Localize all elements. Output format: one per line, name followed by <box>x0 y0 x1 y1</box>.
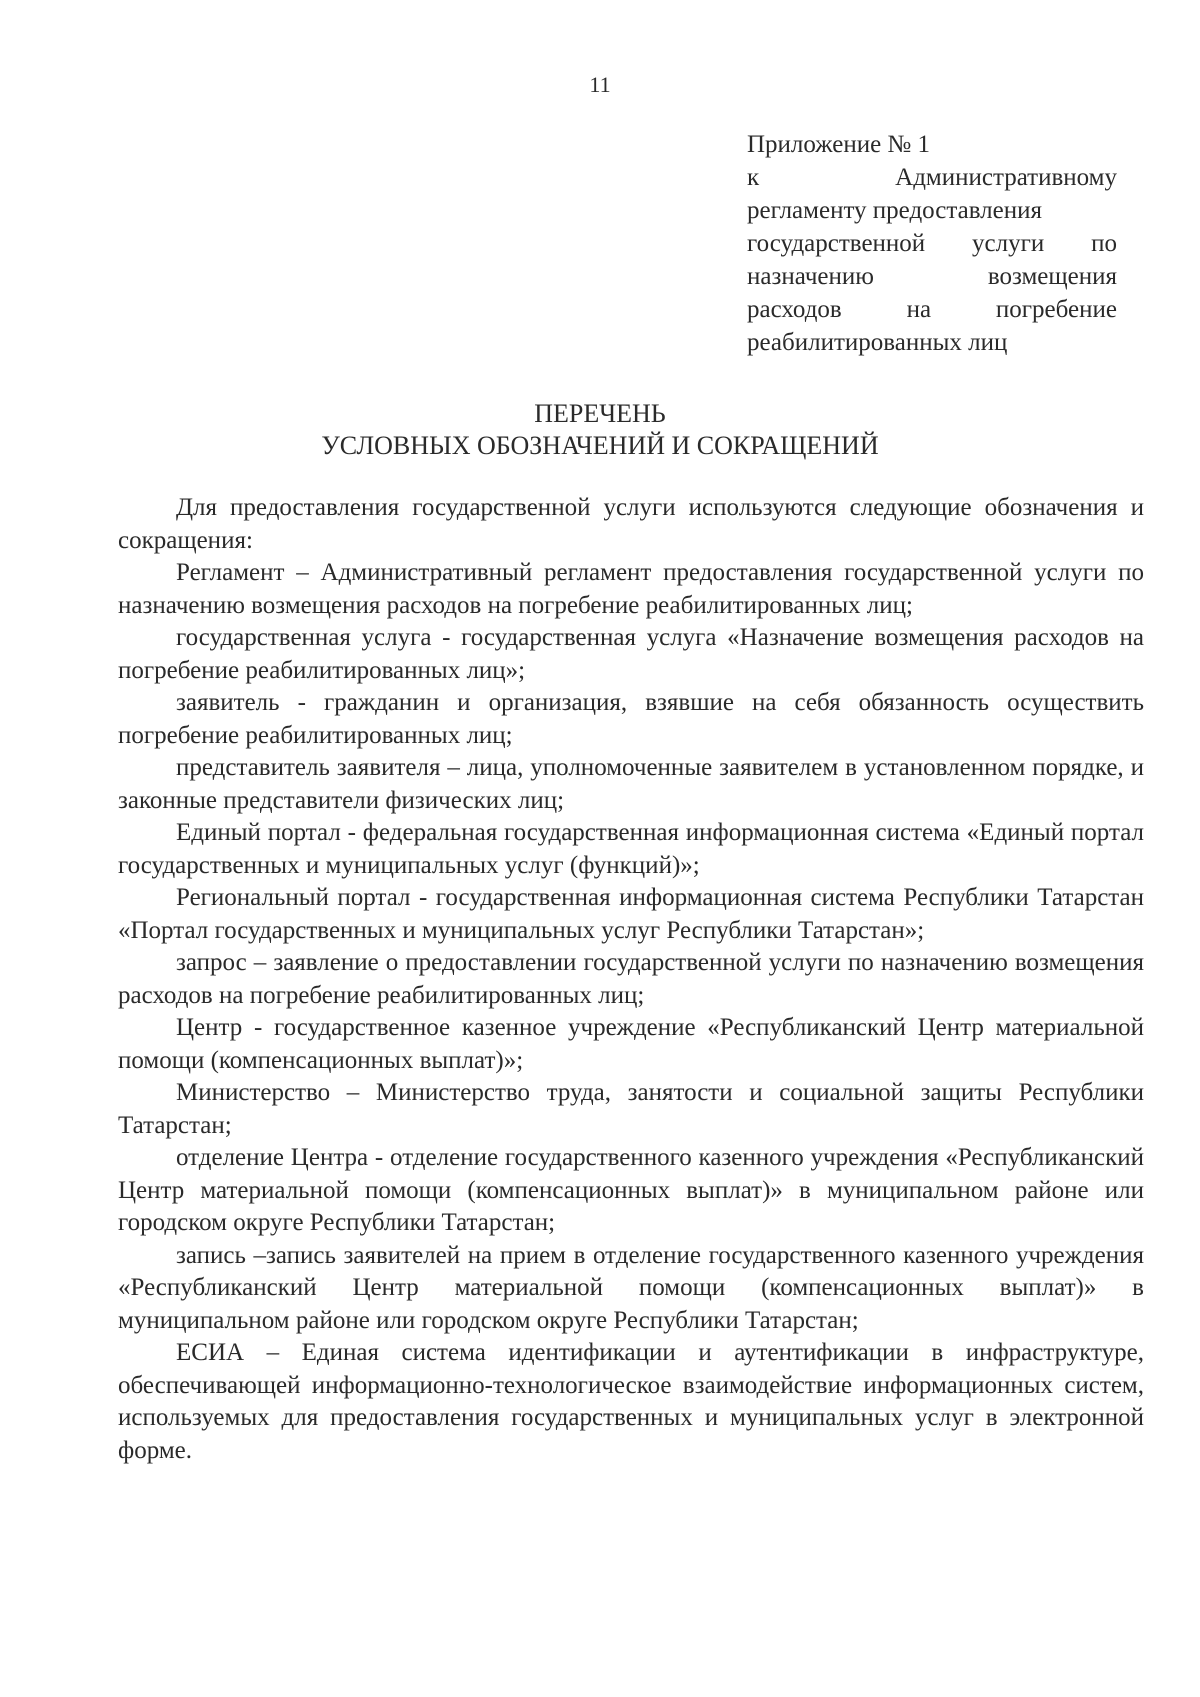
appendix-header <box>747 128 1117 359</box>
definition-center-branch: отделение Центра - отделение государственного казенного учреждения «Республиканский Центр материальной помощи (компенсационных выплат)» в муниципальном районе или городском округе Республики Татарстан; <box>118 1144 1144 1236</box>
definition-applicant-representative: представитель заявителя – лица, уполномоченные заявителем в установленном порядке, и законные представители физических лиц; <box>118 754 1144 814</box>
appendix-line: государственной услуги по <box>747 230 1117 257</box>
definition-appointment: запись –запись заявителей на прием в отделение государственного казенного учреждения «Республиканский Центр материальной помощи (компенсационных выплат)» в муниципальном районе или городском округе Республики Татарстан; <box>118 1241 1144 1334</box>
definition-center: Центр - государственное казенное учреждение «Республиканский Центр материальной помощи (компенсационных выплат)»; <box>118 1014 1144 1074</box>
document-title <box>0 398 1200 462</box>
appendix-line: регламенту предоставления <box>747 197 1043 224</box>
definition-applicant: заявитель - гражданин и организация, взявшие на себя обязанность осуществить погребение реабилитированных лиц; <box>118 689 1144 749</box>
appendix-line: назначению возмещения <box>747 263 1117 290</box>
definition-ministry: Министерство – Министерство труда, занятости и социальной защиты Республики Татарстан; <box>118 1079 1144 1139</box>
document-body <box>118 492 1144 1467</box>
title-line-1: ПЕРЕЧЕНЬ <box>534 399 666 428</box>
definition-regional-portal: Региональный портал - государственная информационная система Республики Татарстан «Портал государственных и муниципальных услуг Республики Татарстан»; <box>118 884 1144 944</box>
paragraph-intro: Для предоставления государственной услуги используются следующие обозначения и сокращения: <box>118 494 1144 554</box>
appendix-line: расходов на погребение <box>747 296 1117 323</box>
title-line-2: УСЛОВНЫХ ОБОЗНАЧЕНИЙ И СОКРАЩЕНИЙ <box>321 431 879 460</box>
appendix-line: к Административному <box>747 164 1117 191</box>
appendix-line: Приложение № 1 <box>747 131 931 158</box>
definition-esia: ЕСИА – Единая система идентификации и аутентификации в инфраструктуре, обеспечивающей информационно-технологическое взаимодействие информационных систем, используемых для предоставления государственных и муниципальных услуг в электронной форме. <box>118 1339 1144 1464</box>
definition-state-service: государственная услуга - государственная услуга «Назначение возмещения расходов на погребение реабилитированных лиц»; <box>118 624 1144 684</box>
definition-unified-portal: Единый портал - федеральная государственная информационная система «Единый портал государственных и муниципальных услуг (функций)»; <box>118 819 1144 879</box>
page-number: 11 <box>589 72 611 97</box>
definition-request: запрос – заявление о предоставлении государственной услуги по назначению возмещения расходов на погребение реабилитированных лиц; <box>118 949 1144 1009</box>
definition-reglament: Регламент – Административный регламент предоставления государственной услуги по назначению возмещения расходов на погребение реабилитированных лиц; <box>118 559 1144 619</box>
appendix-line: реабилитированных лиц <box>747 329 1008 356</box>
